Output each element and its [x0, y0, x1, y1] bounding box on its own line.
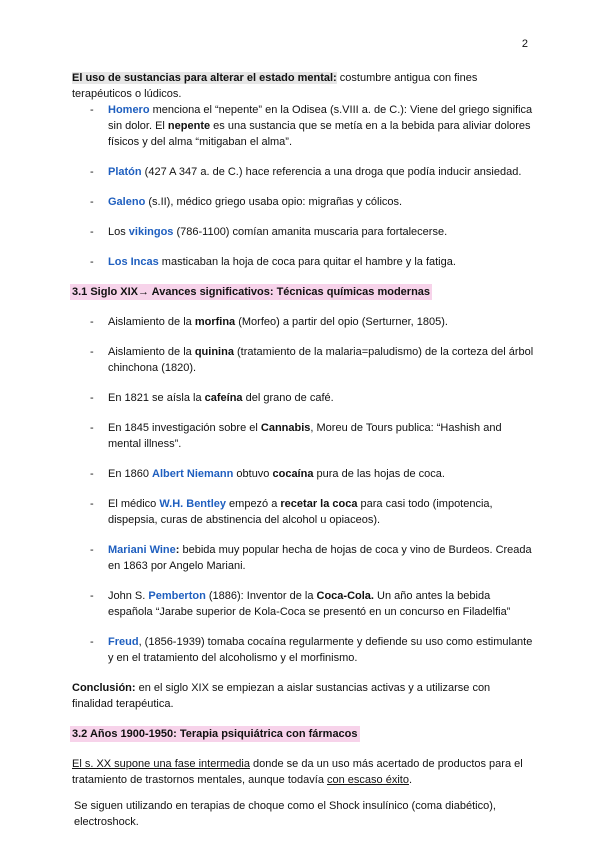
list-item: [72, 542, 534, 574]
conclusion-label: Conclusión:: [72, 682, 136, 694]
item-text: (Morfeo) a partir del opio (Serturner, 1805).: [235, 316, 448, 328]
person-name: Galeno: [108, 196, 146, 208]
item-text: El médico: [108, 498, 160, 510]
list-item: [72, 390, 534, 406]
item-text: (1886): Inventor de la: [205, 590, 317, 602]
section-heading: [72, 284, 534, 300]
intro-title: El uso de sustancias para alterar el estado mental:: [72, 72, 337, 84]
item-bold: Cannabis: [260, 422, 311, 434]
item-text: masticaban la hoja de coca para quitar el hambre y la fatiga.: [158, 256, 456, 268]
item-bold: cafeína: [204, 392, 243, 404]
conclusion-paragraph: [72, 680, 534, 712]
list-item: [72, 102, 534, 150]
item-text: es una sustancia que se metía en a la bebida para aliviar dolores físicos y del alma “mitigaban el alma”.: [108, 120, 531, 148]
intro-paragraph: [72, 70, 534, 102]
item-text: empezó a: [225, 498, 281, 510]
list-item: [72, 194, 534, 210]
item-text: Un año antes la bebida española “Jarabe superior de Kola-Coca se presentó en un concurso en Filadelfia”: [108, 590, 511, 618]
paragraph-text: .: [408, 774, 412, 786]
item-bold: cocaína: [272, 468, 314, 480]
item-text: , (1856-1939) tomaba cocaína regularmente y defiende su uso como estimulante y en el tratamiento del alcoholismo y el morfinismo.: [108, 636, 533, 664]
person-name: Homero: [108, 104, 150, 116]
item-text: John S.: [108, 590, 149, 602]
document-body: [72, 70, 534, 830]
item-bold: morfina: [194, 316, 236, 328]
section-heading: [72, 726, 534, 742]
item-text: pura de las hojas de coca.: [313, 468, 445, 480]
item-text: bebida muy popular hecha de hojas de coca y vino de Burdeos. Creada en 1863 por Angelo Mariani.: [108, 544, 532, 572]
person-name: Pemberton: [148, 590, 206, 602]
item-text: Los: [108, 226, 129, 238]
list-item: [72, 588, 534, 620]
item-bold: nepente: [167, 120, 211, 132]
underlined-text: con escaso éxito: [327, 774, 409, 786]
list-item: [72, 164, 534, 180]
section2-paragraph: [72, 756, 534, 788]
paragraph-text: donde se da un uso más acertado de productos para el tratamiento de trastornos mentales, aunque todavía: [72, 758, 523, 786]
item-text: del grano de café.: [242, 392, 334, 404]
item-text: Aislamiento de la: [108, 346, 195, 358]
item-text: En 1845 investigación sobre el: [108, 422, 261, 434]
section1-list: [72, 314, 534, 666]
person-name: Mariani Wine: [108, 544, 176, 556]
item-bold: recetar la coca: [280, 498, 358, 510]
person-name: W.H. Bentley: [159, 498, 226, 510]
item-text: En 1821 se aísla la: [108, 392, 205, 404]
person-name: Freud: [108, 636, 139, 648]
person-name: vikingos: [128, 226, 174, 238]
item-text: , Moreu de Tours publica: “Hashish and mental illness”.: [108, 422, 502, 450]
section-title: 3.2 Años 1900-1950: Terapia psiquiátrica con fármacos: [72, 728, 358, 740]
item-text: En 1860: [108, 468, 153, 480]
item-text: para casi todo (impotencia, dispepsia, curas de abstinencia del alcohol u opiaceos).: [108, 498, 493, 526]
section2-paragraph-2: Se siguen utilizando en terapias de choque como el Shock insulínico (coma diabético), electroshock.: [74, 800, 496, 828]
list-item: [72, 224, 534, 240]
list-item: [72, 420, 534, 452]
item-text: (s.II), médico griego usaba opio: migrañas y cólicos.: [145, 196, 403, 208]
conclusion-text: en el siglo XIX se empiezan a aislar sustancias activas y a utilizarse con finalidad terapéutica.: [72, 682, 491, 710]
item-text: obtuvo: [233, 468, 273, 480]
person-name: Platón: [108, 166, 142, 178]
item-text: (427 A 347 a. de C.) hace referencia a una droga que podía inducir ansiedad.: [141, 166, 522, 178]
item-bold: Coca-Cola.: [316, 590, 374, 602]
list-item: [72, 254, 534, 270]
item-text: (tratamiento de la malaria=paludismo) de la corteza del árbol chinchona (1820).: [108, 346, 534, 374]
intro-text: costumbre antigua con fines terapéuticos o lúdicos.: [72, 72, 478, 100]
page-number: 2: [521, 38, 528, 50]
list-item: [72, 634, 534, 666]
item-bold: quinina: [194, 346, 234, 358]
ancient-uses-list: [72, 102, 534, 270]
person-name: Albert Niemann: [152, 468, 234, 480]
list-item: [72, 496, 534, 528]
item-text: Aislamiento de la: [108, 316, 195, 328]
list-item: [72, 314, 534, 330]
item-text: menciona el “nepente” en la Odisea (s.VIII a. de C.): Viene del griego significa sin dolor. El: [108, 104, 533, 132]
list-item: [72, 344, 534, 376]
person-name: Los Incas: [108, 256, 159, 268]
list-item: [72, 466, 534, 482]
item-bold: :: [175, 544, 180, 556]
item-text: (786-1100) comían amanita muscaria para fortalecerse.: [173, 226, 448, 238]
section-title: 3.1 Siglo XIX→ Avances significativos: Técnicas químicas modernas: [72, 286, 431, 298]
underlined-text: El s. XX supone una fase intermedia: [72, 758, 250, 770]
